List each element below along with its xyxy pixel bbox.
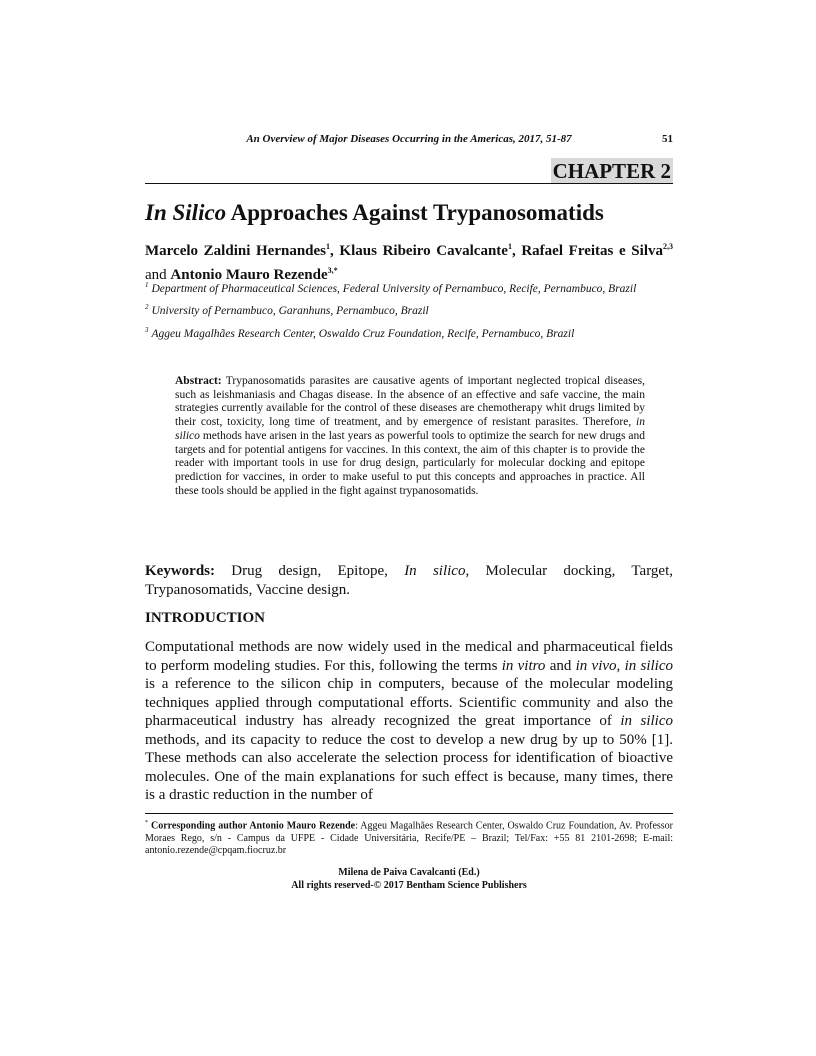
footnote-text: : Aggeu Magalhães Research Center, Oswaldo Cruz Foundation, Av. Professor Moraes Rego, s/n - Campus da UFPE - Cidade Universitária, Recife/PE – Brazil; Tel/Fax: +55 81 2101-2698; E-mail: antonio.rezende@cpqam.fiocruz.br (145, 820, 674, 857)
author-2: , Klaus Ribeiro Cavalcante (330, 243, 508, 259)
running-header (145, 133, 673, 145)
section-heading-introduction: INTRODUCTION (145, 610, 266, 626)
editor-line: Milena de Paiva Cavalcanti (Ed.) (338, 867, 480, 878)
intro-text-4: is a reference to the silicon chip in computers, because of the molecular modeling techniques applied through computational efforts. Scientific community and also the pharmaceutical industry has already recognized the great importance of (145, 676, 673, 729)
affiliation-1-marker: 1 (145, 281, 149, 289)
keywords-text-1: Drug design, Epitope, (215, 563, 405, 579)
author-3-affil: 2,3 (663, 242, 673, 251)
footnote-rule (145, 813, 673, 814)
intro-text-2: and (545, 657, 576, 674)
author-3: , Rafael Freitas e Silva (511, 243, 663, 259)
intro-text-3: , (616, 657, 625, 674)
affiliation-1 (145, 278, 673, 296)
intro-italic-4: in silico (620, 713, 673, 729)
title-italic: In Silico (145, 200, 227, 225)
rights-line: All rights reserved-© 2017 Bentham Science Publishers (291, 879, 527, 891)
affiliation-2 (145, 300, 673, 318)
title-rest: Approaches Against Trypanosomatids (226, 200, 604, 225)
author-and: and (145, 267, 171, 283)
affiliation-2-marker: 2 (145, 303, 149, 312)
header-rule (145, 183, 673, 184)
publisher-block (145, 867, 673, 892)
corresponding-author-footnote (145, 817, 673, 858)
intro-text-5: methods, and its capacity to reduce the cost to develop a new drug by up to 50% [1]. These methods can also accelerate the selection process for identification of bioactive molecules. One of the main explanations for such effect is because, many times, there is a drastic reduction in the number of (145, 731, 673, 803)
affiliation-3-marker: 3 (145, 325, 149, 334)
author-4: Antonio Mauro Rezende (170, 267, 328, 283)
keywords-text-2: , Molecular docking, Target, Trypanosomatids, Vaccine design. (145, 563, 673, 598)
affiliation-3-text: Aggeu Magalhães Research Center, Oswaldo Cruz Foundation, Recife, Pernambuco, Brazil (151, 327, 575, 340)
author-1-affil: 1 (326, 242, 331, 251)
author-1: Marcelo Zaldini Hernandes (145, 243, 327, 259)
keywords-label: Keywords: (145, 563, 215, 579)
introduction-paragraph (145, 638, 673, 805)
intro-text-1: Computational methods are now widely used in the medical and pharmaceutical fields to perform modeling studies. For this, following the terms (145, 639, 673, 674)
footnote-label: Corresponding author Antonio Mauro Rezende (150, 820, 356, 832)
footnote-marker: * (145, 820, 148, 826)
author-4-affil: 3,* (327, 266, 338, 275)
abstract (175, 375, 645, 498)
chapter-title (145, 198, 673, 228)
affiliations (145, 278, 673, 345)
abstract-text-1: Trypanosomatids parasites are causative agents of important neglected tropical diseases, such as leishmaniasis and Chagas disease. In the absence of an effective and safe vaccine, the main strategies currently available for the control of these diseases are chemotherapy whit drugs limited by their cost, toxicity, long time of treatment, and by emergence of resistant parasites. Therefore, (175, 375, 645, 429)
intro-italic-3: in silico (624, 657, 674, 674)
keywords-italic: In silico (404, 563, 466, 579)
affiliation-3 (145, 323, 673, 341)
affiliation-2-text: University of Pernambuco, Garanhuns, Pernambuco, Brazil (151, 305, 429, 318)
abstract-text-2: methods have arisen in the last years as powerful tools to optimize the search for new drugs and targets and for potential antigens for vaccines. In this context, the aim of this chapter is to provide the reader with important tools in use for drug design, particularly for molecular docking and epitope prediction for vaccines, in order to make useful to put this concepts and approaches in practice. All these tools should be applied in the fight against trypanosomatids. (175, 429, 645, 497)
journal-citation: An Overview of Major Diseases Occurring in the Americas, 2017, 51-87 (246, 133, 572, 145)
chapter-label: CHAPTER 2 (552, 159, 671, 183)
intro-italic-2: in vivo (575, 657, 617, 674)
page-number: 51 (662, 133, 673, 145)
abstract-italic: in silico (175, 416, 645, 442)
intro-italic-1: in vitro (501, 657, 546, 674)
abstract-label: Abstract: (175, 375, 222, 387)
affiliation-1-text: Department of Pharmaceutical Sciences, Federal University of Pernambuco, Recife, Pernambuco, Brazil (151, 282, 637, 295)
author-2-affil: 1 (507, 242, 512, 251)
keywords (145, 562, 673, 600)
